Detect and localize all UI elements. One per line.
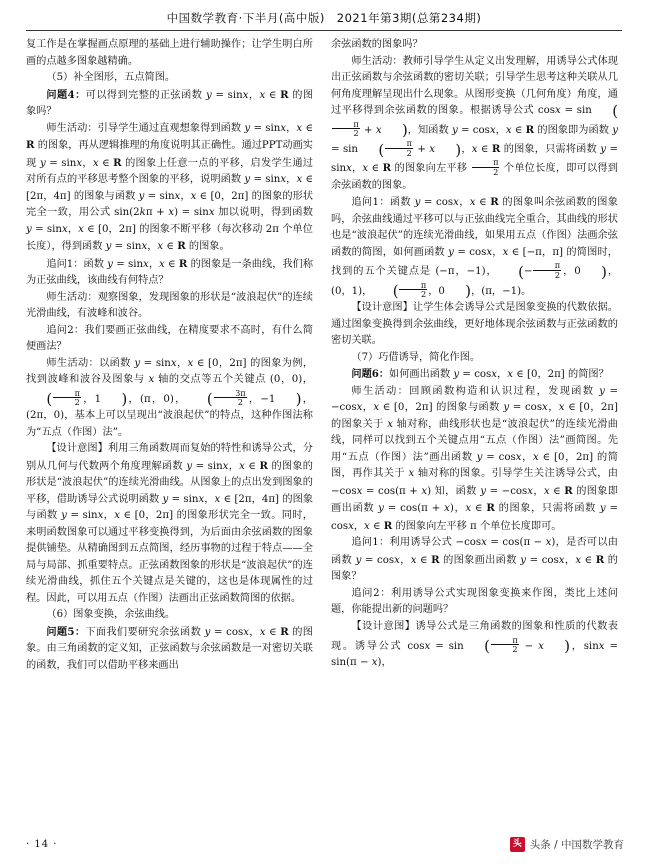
left-column bbox=[26, 37, 313, 807]
paragraph: 问题5：下面我们要研究余弦函数 y = cosx，x ∈ R 的图象。由三角函数的定义知，正弦函数与余弦函数是一对密切关联的函数，我们可以借助平移来画出 bbox=[26, 625, 313, 671]
paragraph: 【设计意图】利用三角函数周而复始的特性和诱导公式，分别从几何与代数两个角度理解函数 y = sinx，x ∈ R 的图象的形状是“波浪起伏”的连续光滑曲线。从图象上的点出发到图象的平移，借助诱导公式说明函数 y = sinx，x ∈ [2π，4π] 的图象与函数 y = sinx，x ∈ [0，2π] 的图象形状完全一致。同时，来明函数图象可以通过平移变换得到，为后面由余弦函数的图象提供铺垫。从精确图到五点简图，经历事物的过程于特点——全局与局部、抓重要特点。正弦函数图象的形状是“波浪起伏”的连续光滑曲线，抓住五个关键点是关键的，这也是体现属性的过程。因此，可以用五点（作图）法画出正弦函数简图的依据。 bbox=[26, 443, 314, 604]
page-number: · 14 · bbox=[26, 839, 58, 850]
toutiao-logo-icon: 头 bbox=[510, 837, 525, 852]
two-column-body bbox=[26, 37, 622, 807]
paragraph: 追问2：利用诱导公式实现图象变换来作图，类比上述问题，你能提出新的问题吗？ bbox=[331, 587, 618, 616]
paragraph: 问题4：可以得到完整的正弦函数 y = sinx，x ∈ R 的图象吗？ bbox=[26, 88, 314, 118]
paragraph: 【设计意图】让学生体会诱导公式是图象变换的代数依据。通过图象变换得到余弦曲线，更好地体现余弦函数与正弦函数的密切关联。 bbox=[331, 302, 618, 347]
paragraph: 追问1：函数 y = cosx，x ∈ R 的图象叫余弦函数的图象吗，余弦曲线通过平移可以与正弦曲线完全重合，其曲线的形状也是“波浪起伏”的连续光滑曲线，如果用五点（作图）法画余弦函数的简图，如何画函数 y = cosx，x ∈ [−π，π] 的简图时，找到的五个关键点是 (−π，−1)， (− $\frac{\pi}{2}$ ，0 )，(0，1)， ( $\frac{\pi}{2}$ ，0 )，(π，−1)。 bbox=[331, 196, 619, 301]
paragraph: 余弦函数的图象吗？ bbox=[331, 39, 423, 50]
paragraph: 追问1：利用诱导公式 −cosx = cos(π − x)，是否可以由函数 y = cosx，x ∈ R 的图象画出函数 y = cosx，x ∈ R 的图象？ bbox=[331, 537, 618, 583]
paragraph: 问题6：如何画出函数 y = cosx，x ∈ [0，2π] 的简图？ bbox=[351, 368, 609, 381]
watermark-text: 头条 / 中国数学教育 bbox=[529, 839, 624, 851]
paragraph: 师生活动：观察图象，发现图象的形状是“波浪起伏”的连续光滑曲线，有波峰和波谷。 bbox=[26, 291, 313, 320]
paragraph: 师生活动：教师引导学生从定义出发理解，用诱导公式体现出正弦函数与余弦函数的密切关联；引导学生思考这种关联从几何角度理解呈现出什么现象。从图形变换（几何角度）角度，通过平移得到余弦函数的图象。根据诱导公式 cosx = sin ( $\frac{\pi}{2}$ + x )，知函数 y = cosx，x ∈ R 的图象即为函数 y = sin ( $\frac{\pi}{2}$ + x )，x ∈ R 的图象，只需将函数 y = sinx，x ∈ R 的图象向左平移 $\frac{\pi}{2}$ 个单位长度，即可以得到余弦函数的图象。 bbox=[331, 55, 619, 191]
paragraph: 复工作是在掌握画点原理的基础上进行辅助操作；让学生明白所画的点越多图象越精确。 bbox=[26, 39, 313, 67]
page-header: 中国数学教育·下半月(高中版) 2021年第3期(总第234期) bbox=[166, 11, 482, 25]
watermark-badge bbox=[510, 837, 624, 852]
paragraph: （5）补全图形，五点简图。 bbox=[46, 72, 176, 84]
paragraph: 追问2：我们要画正弦曲线，在精度要求不高时，有什么简便画法？ bbox=[26, 324, 313, 353]
paragraph: （6）图象变换，余弦曲线。 bbox=[46, 609, 176, 621]
paragraph: （7）巧借诱导，简化作图。 bbox=[351, 351, 481, 363]
paragraph: 师生活动：回顾函数构造和认识过程，发现函数 y = −cosx，x ∈ [0，2π] 的图象与函数 y = cosx，x ∈ [0，2π] 的图象关于 x 轴对称，曲线形状也是“波浪起伏”的连续光滑曲线，同样可以找到五个关键点用“五点（作图）法”画简图。先用“五点（作图）法”画出函数 y = cosx，x ∈ [0，2π] 的简图，再作其关于 x 轴对称的图象。引导学生关注诱导公式，由 −cosx = cos(π + x) 知，函数 y = −cosx，x ∈ R 的图象即画出函数 y = cos(π + x)，x ∈ R 的图象，只需将函数 y = cosx，x ∈ R 的图象向左平移 π 个单位长度即可。 bbox=[331, 385, 618, 532]
header-divider bbox=[26, 30, 622, 31]
paragraph: 师生活动：引导学生通过直观想象得到函数 y = sinx，x ∈ R 的图象，再从逻辑推理的角度说明其正确性。通过PPT动画实现 y = sinx，x ∈ R 的图象上任意一点的平移，启发学生通过对所有点的平移思考整个图象的平移，说明函数 y = sinx，x ∈ [2π，4π] 的图象与函数 y = sinx，x ∈ [0，2π] 的图象的形状完全一致，用公式 sin(2kπ + x) = sinx 加以说明，得到函数 y = sinx，x ∈ [0，2π] 的图象不断平移（每次移动 2π 个单位长度），得到函数 y = sinx，x ∈ R 的图象。 bbox=[26, 122, 314, 253]
right-column bbox=[331, 37, 618, 807]
paragraph: 师生活动：以函数 y = sinx，x ∈ [0，2π] 的图象为例，找到波峰和波谷及图象与 x 轴的交点等五个关键点 (0，0)，( $\frac{\pi}{2}$ ，1 )，(π，0)， ( $\frac{3\pi}{2}$ ，−1 )，(2π，0)，基本上可以呈现出“波浪起伏”的特点，这种作图法称为“五点（作图）法”。 bbox=[26, 357, 314, 438]
paragraph: 【设计意图】诱导公式是三角函数的图象和性质的代数表现。诱导公式 cosx = sin ( $\frac{\pi}{2}$ − x )，sinx = sin(π − x)， bbox=[331, 620, 619, 668]
paragraph: 追问1：函数 y = sinx，x ∈ R 的图象是一条曲线，我们称为正弦曲线，该曲线有何特点？ bbox=[26, 257, 314, 287]
